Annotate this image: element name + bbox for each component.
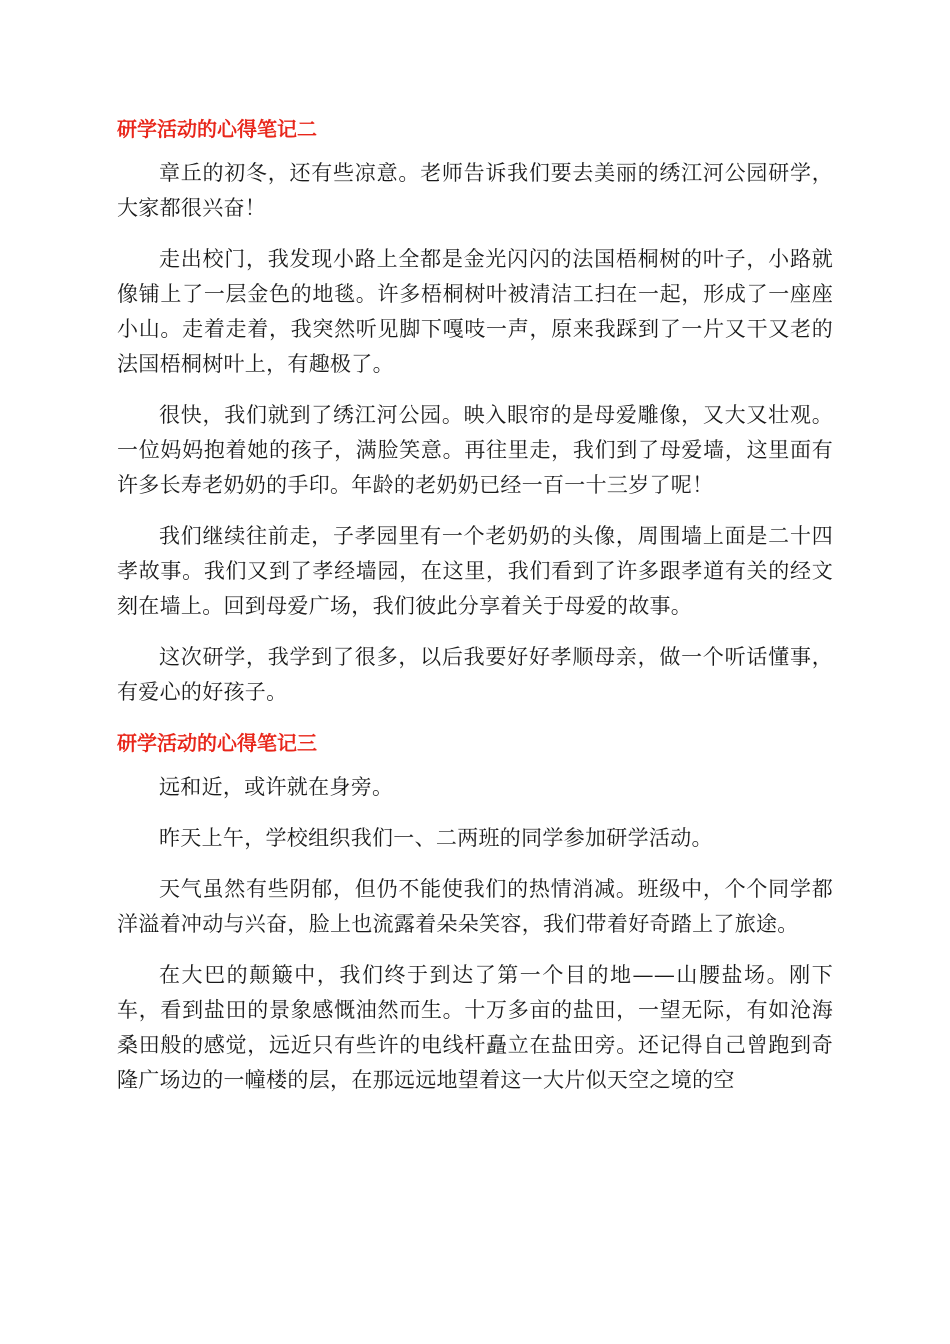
section-heading: 研学活动的心得笔记二 (117, 117, 317, 141)
paragraph: 天气虽然有些阴郁，但仍不能使我们的热情消减。班级中，个个同学都洋溢着冲动与兴奋，脸上也流露着朵朵笑容，我们带着好奇踏上了旅途。 (117, 877, 833, 936)
paragraph: 章丘的初冬，还有些凉意。老师告诉我们要去美丽的绣江河公园研学，大家都很兴奋！ (117, 161, 833, 220)
section-heading: 研学活动的心得笔记三 (117, 731, 317, 755)
paragraph: 这次研学，我学到了很多，以后我要好好孝顺母亲，做一个听话懂事，有爱心的好孩子。 (117, 645, 833, 704)
paragraph: 很快，我们就到了绣江河公园。映入眼帘的是母爱雕像，又大又壮观。一位妈妈抱着她的孩子，满脸笑意。再往里走，我们到了母爱墙，这里面有许多长寿老奶奶的手印。年龄的老奶奶已经一百一十三岁了呢！ (117, 403, 833, 497)
document-content (117, 112, 833, 1114)
paragraph: 昨天上午，学校组织我们一、二两班的同学参加研学活动。 (159, 826, 713, 850)
section-notes-three (117, 726, 833, 1098)
paragraph: 走出校门，我发现小路上全都是金光闪闪的法国梧桐树的叶子，小路就像铺上了一层金色的地毯。许多梧桐树叶被清洁工扫在一起，形成了一座座小山。走着走着，我突然听见脚下嘎吱一声，原来我踩到了一片又干又老的法国梧桐树叶上，有趣极了。 (117, 247, 833, 376)
paragraph: 在大巴的颠簸中，我们终于到达了第一个目的地——山腰盐场。刚下车，看到盐田的景象感慨油然而生。十万多亩的盐田，一望无际，有如沧海桑田般的感觉，远近只有些许的电线杆矗立在盐田旁。还记得自己曾跑到奇隆广场边的一幢楼的层，在那远远地望着这一大片似天空之境的空 (117, 963, 833, 1092)
section-notes-two (117, 112, 833, 710)
paragraph: 我们继续往前走，子孝园里有一个老奶奶的头像，周围墙上面是二十四孝故事。我们又到了孝经墙园，在这里，我们看到了许多跟孝道有关的经文刻在墙上。回到母爱广场，我们彼此分享着关于母爱的故事。 (117, 524, 833, 618)
paragraph: 远和近，或许就在身旁。 (159, 775, 394, 799)
